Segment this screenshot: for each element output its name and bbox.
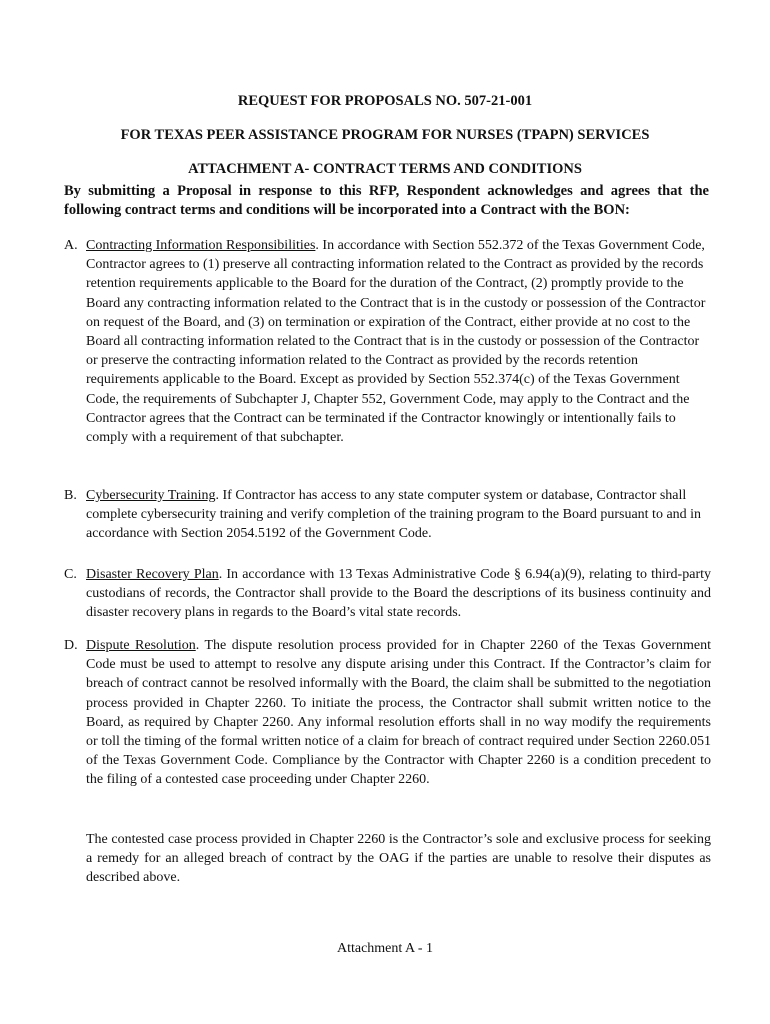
attachment-title: ATTACHMENT A- CONTRACT TERMS AND CONDITIONS [188,161,582,177]
section-a [64,236,711,447]
section-heading: Disaster Recovery Plan [86,567,219,582]
section-text: . If Contractor has access to any state computer system or database, Contractor shall complete cybersecurity training and verify completion of the training program to the Board pursuant to and in accordance with Section 2054.5192 of the Government Code. [86,488,702,542]
intro-paragraph: By submitting a Proposal in response to this RFP, Respondent acknowledges and agrees that the following contract terms and conditions will be incorporated into a Contract with the BON: [64,183,709,218]
section-b [64,486,711,544]
section-d-continuation: The contested case process provided in Chapter 2260 is the Contractor’s sole and exclusive process for seeking a remedy for an alleged breach of contract by the OAG if the parties are unable to resolve their disputes as described above. [86,832,711,886]
page-footer: Attachment A - 1 [336,941,434,956]
section-text: . In accordance with 13 Texas Administrative Code § 6.94(a)(9), relating to third-party custodians of records, the Contractor shall provide to the Board the descriptions of its business continuity and disaster recovery plans in regards to the Board’s vital state records. [86,567,711,621]
section-body [86,486,711,544]
section-c [64,565,711,623]
section-body [86,565,711,623]
section-heading: Contracting Information Responsibilities [86,238,316,253]
section-text: . In accordance with Section 552.372 of the Texas Government Code, Contractor agrees to (1) preserve all contracting information related to the Contract as provided by the records retention requirements applicable to the Board for the duration of the Contract, (2) promptly provide to the Board any contracting information related to the Contract that is in the custody or possession of the Contractor on request of the Board, and (3) on termination or expiration of the Contract, either provide at no cost to the Board all contracting information related to the Contract that is in the custody or possession of the Contractor or preserve the contracting information related to the Contract as provided by the records retention requirements applicable to the Board. Except as provided by Section 552.374(c) of the Texas Government Code, the requirements of Subchapter J, Chapter 552, Government Code, may apply to the Contract and the Contractor agrees that the Contract can be terminated if the Contractor knowingly or intentionally fails to comply with a requirement of that subchapter. [86,238,706,446]
section-d [64,636,711,790]
section-letter: C. [64,567,77,582]
section-text: . The dispute resolution process provided for in Chapter 2260 of the Texas Government Code must be used to attempt to resolve any dispute arising under this Contract. If the Contractor’s claim for breach of contract cannot be resolved informally with the Board, the claim shall be submitted to the negotiation process provided in Chapter 2260. To initiate the process, the Contractor shall submit written notice to the Board, as required by Chapter 2260. Any informal resolution efforts shall in no way modify the requirements or toll the timing of the formal written notice of a claim for breach of contract required under Section 2260.051 of the Texas Government Code. Compliance by the Contractor with Chapter 2260 is a condition precedent to the filing of a contested case proceeding under Chapter 2260. [86,638,711,788]
section-letter: D. [64,638,78,653]
section-body [86,636,711,790]
section-body [86,236,711,447]
section-heading: Dispute Resolution [86,638,196,653]
section-letter: A. [64,238,78,253]
rfp-program-title: FOR TEXAS PEER ASSISTANCE PROGRAM FOR NURSES (TPAPN) SERVICES [120,127,650,143]
rfp-number-title: REQUEST FOR PROPOSALS NO. 507-21-001 [237,93,533,109]
section-letter: B. [64,488,77,503]
section-heading: Cybersecurity Training [86,488,216,503]
